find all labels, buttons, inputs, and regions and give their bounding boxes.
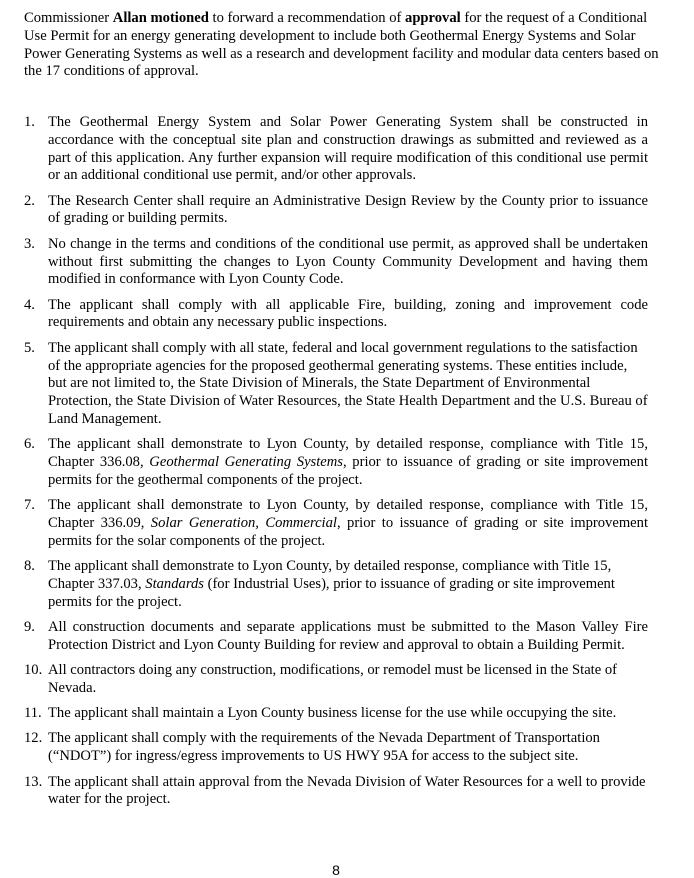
intro-text: for the request of a Conditional Use Permit for an energy generating development to include both Geothermal Energy Systems and Solar Power Generating Systems as well as a research and development facility and modular data centers based on the 17 conditions of approval. — [24, 10, 659, 80]
condition-number: 1. — [24, 114, 35, 130]
condition-number: 4. — [24, 296, 35, 313]
condition-text: The applicant shall demonstrate to Lyon County, by detailed response, compliance with Title 15, Chapter 336.08, — [48, 436, 648, 471]
condition-number: 5. — [24, 339, 35, 356]
condition-item-6 — [0, 436, 648, 489]
conditions-list — [0, 114, 694, 817]
condition-number: 7. — [24, 497, 35, 514]
condition-number: 3. — [24, 235, 35, 252]
chapter-title-italic: Geothermal Generating Systems — [149, 454, 343, 471]
condition-number: 2. — [24, 192, 35, 209]
condition-number: 6. — [24, 436, 35, 453]
condition-item-8 — [0, 558, 648, 611]
intro-text: to forward a recommendation of — [208, 10, 406, 26]
condition-item-5 — [0, 340, 648, 429]
condition-text: The applicant shall maintain a Lyon County business license for the use while occupying the site. — [48, 705, 617, 722]
condition-item-13 — [0, 774, 648, 810]
condition-number: 11. — [24, 705, 42, 722]
condition-item-10 — [0, 662, 648, 698]
condition-text: , prior to issuance of grading or site improvement permits for the solar components of the project. — [48, 514, 648, 549]
approval-bold: approval — [405, 10, 461, 26]
condition-item-9 — [0, 619, 648, 655]
condition-text: (for Industrial Uses), prior to issuance of grading or site improvement permits for the project. — [48, 575, 615, 610]
condition-number: 9. — [24, 618, 35, 635]
condition-number: 12. — [24, 730, 43, 747]
condition-number: 13. — [24, 773, 43, 790]
condition-text: All construction documents and separate applications must be submitted to the Mason Valley Fire Protection District and Lyon County Building for review and approval to obtain a Building Permit. — [48, 618, 648, 653]
condition-text: All contractors doing any construction, modifications, or remodel must be licensed in the State of Nevada. — [48, 662, 618, 696]
condition-text: The Research Center shall require an Administrative Design Review by the County prior to issuance of grading or building permits. — [48, 192, 648, 227]
intro-text: Commissioner — [24, 10, 113, 26]
condition-text: The applicant shall demonstrate to Lyon County, by detailed response, compliance with Title 15, Chapter 336.09, — [48, 497, 648, 531]
condition-item-7 — [0, 497, 648, 550]
condition-text: The Geothermal Energy System and Solar Power Generating System shall be constructed in accordance with the conceptual site plan and construction drawings as submitted and reviewed as a part of this application. Any further expansion will require modification of this conditional use permit or an additional conditional use permit, and/or other approvals. — [48, 114, 648, 184]
condition-number: 10. — [24, 662, 43, 679]
condition-item-11 — [0, 705, 648, 723]
condition-text: , prior to issuance of grading or site improvement permits for the geothermal components of the project. — [48, 454, 649, 488]
condition-item-2 — [0, 193, 648, 229]
condition-item-3 — [0, 236, 648, 289]
commissioner-motion-bold: Allan motioned — [112, 10, 209, 26]
condition-text: The applicant shall demonstrate to Lyon County, by detailed response, compliance with Title 15, Chapter 337.03, — [48, 558, 612, 592]
condition-text: The applicant shall attain approval from the Nevada Division of Water Resources for a well to provide water for the project. — [48, 773, 646, 808]
chapter-title-italic: Standards — [145, 575, 204, 592]
page-number: 8 — [332, 862, 340, 878]
condition-text: The applicant shall comply with all state, federal and local government regulations to the satisfaction of the appropriate agencies for the proposed geothermal generating systems. These entities include, but are not limited to, the State Division of Minerals, the State Department of Environmental Protection, the State Division of Water Resources, the State Health Department and the U.S. Bureau of Land Management. — [48, 339, 648, 427]
condition-text: The applicant shall comply with the requirements of the Nevada Department of Transportation (“NDOT”) for ingress/egress improvements to US HWY 95A for access to the subject site. — [48, 730, 600, 765]
condition-number: 8. — [24, 558, 35, 575]
condition-item-1 — [0, 114, 648, 185]
condition-item-4 — [0, 297, 648, 333]
chapter-title-italic: Solar Generation, Commercial — [150, 514, 337, 531]
condition-text: No change in the terms and conditions of the conditional use permit, as approved shall be undertaken without first submitting the changes to Lyon County Community Development and having them modified in conformance with Lyon County Code. — [48, 235, 648, 288]
condition-text: The applicant shall comply with all applicable Fire, building, zoning and improvement code requirements and obtain any necessary public inspections. — [48, 296, 648, 331]
condition-item-12 — [0, 730, 648, 766]
motion-paragraph — [24, 10, 664, 81]
